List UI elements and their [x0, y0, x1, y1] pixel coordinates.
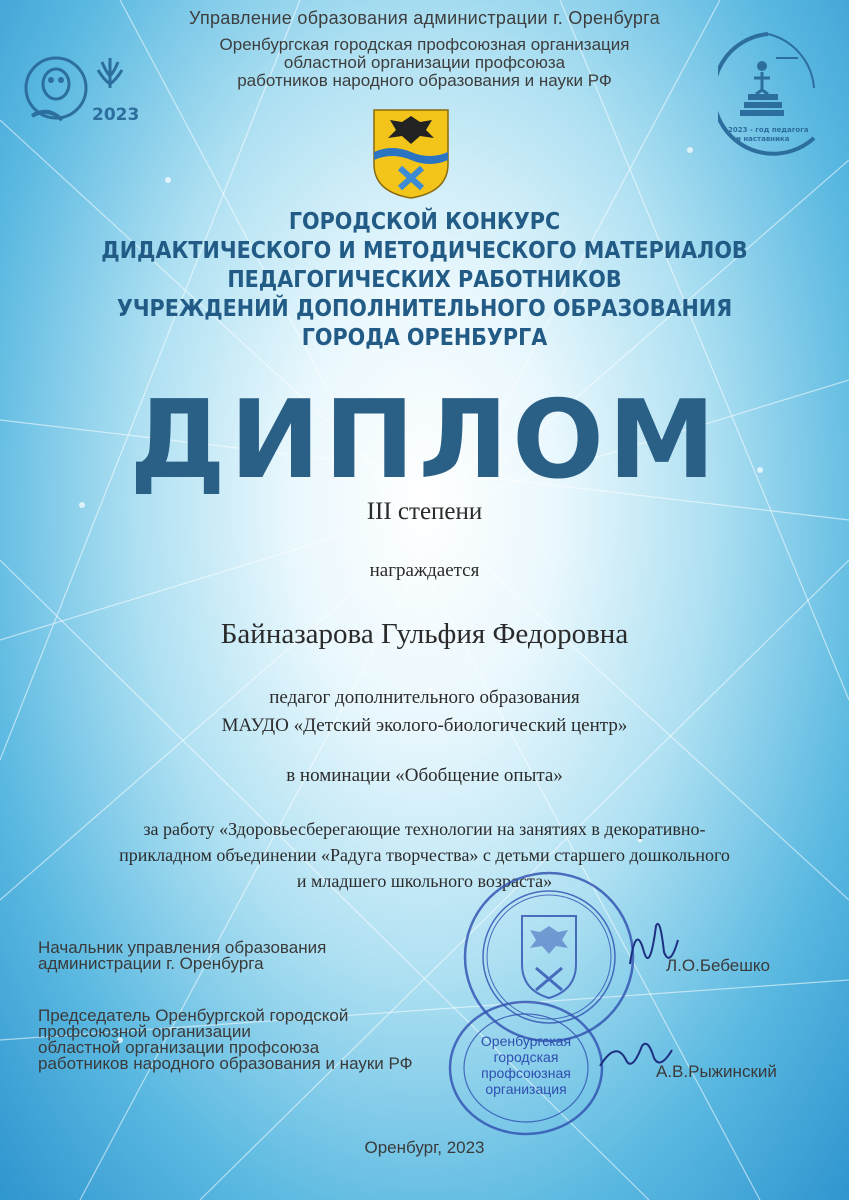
contest-line-4: УЧРЕЖДЕНИЙ ДОПОЛНИТЕЛЬНОГО ОБРАЗОВАНИЯ: [116, 296, 733, 322]
logo-caption-1: 2023 - год педагога: [728, 126, 809, 134]
diploma-degree: III степени: [366, 498, 483, 525]
stamp2-line-2: городская: [493, 1049, 559, 1065]
sig2-line-3: областной организации профсоюза: [38, 1038, 320, 1057]
sig1-line-2: администрации г. Оренбурга: [38, 954, 264, 973]
signatory-1-title: [38, 940, 326, 972]
recipient-position: [0, 684, 849, 740]
position-line-2: МАУДО «Детский эколого-биологический центр»: [221, 715, 628, 736]
stamp2-line-1: Оренбургская: [480, 1033, 572, 1049]
work-line-3: и младшего школьного возраста»: [296, 871, 553, 891]
signatory-1-name: Л.О.Бебешко: [666, 956, 770, 975]
contest-line-5: ГОРОДА ОРЕНБУРГА: [301, 325, 548, 351]
sig2-line-1: Председатель Оренбургской городской: [38, 1006, 349, 1025]
contest-line-3: ПЕДАГОГИЧЕСКИХ РАБОТНИКОВ: [227, 267, 622, 293]
contest-title: [0, 208, 849, 353]
work-line-2: прикладном объединении «Радуга творчества» с детьми старшего дошкольного: [119, 845, 730, 865]
union-owl-logo: [18, 38, 148, 148]
contest-line-2: ДИДАКТИЧЕСКОГО И МЕТОДИЧЕСКОГО МАТЕРИАЛОВ: [101, 238, 748, 264]
awarded-text: награждается: [369, 560, 480, 581]
position-line-1: педагог дополнительного образования: [269, 687, 580, 708]
contest-line-1: ГОРОДСКОЙ КОНКУРС: [288, 209, 561, 235]
stamp2-line-4: организация: [485, 1081, 567, 1097]
union-stamp: [446, 998, 606, 1138]
signatory-2-title: [38, 1008, 413, 1072]
nomination: в номинации «Обобщение опыта»: [286, 765, 563, 786]
header-line-2: Оренбургская городская профсоюзная организация: [219, 35, 630, 54]
signatory-2-name: А.В.Рыжинский: [656, 1062, 777, 1081]
sig1-line-1: Начальник управления образования: [38, 938, 327, 957]
header-line-1: Управление образования администрации г. Оренбурга: [189, 8, 660, 28]
year-of-teacher-logo: [718, 28, 818, 162]
logo-year: 2023: [92, 105, 140, 125]
diploma-title: ДИПЛОМ: [129, 378, 720, 503]
sig2-line-4: работников народного образования и науки РФ: [38, 1054, 413, 1073]
stamp2-line-3: профсоюзная: [481, 1065, 571, 1081]
work-line-1: за работу «Здоровьесберегающие технологии на занятиях в декоративно-: [143, 819, 706, 839]
sig2-line-2: профсоюзной организации: [38, 1022, 251, 1041]
logo-caption-2: и наставника: [736, 135, 790, 143]
orenburg-coat-of-arms: [372, 108, 450, 200]
header-line-4: работников народного образования и науки РФ: [237, 71, 612, 90]
place-and-year: Оренбург, 2023: [364, 1138, 485, 1157]
recipient-name: Байназарова Гульфия Федоровна: [220, 618, 629, 650]
work-title: [0, 816, 849, 894]
header-line-3: областной организации профсоюза: [283, 53, 566, 72]
